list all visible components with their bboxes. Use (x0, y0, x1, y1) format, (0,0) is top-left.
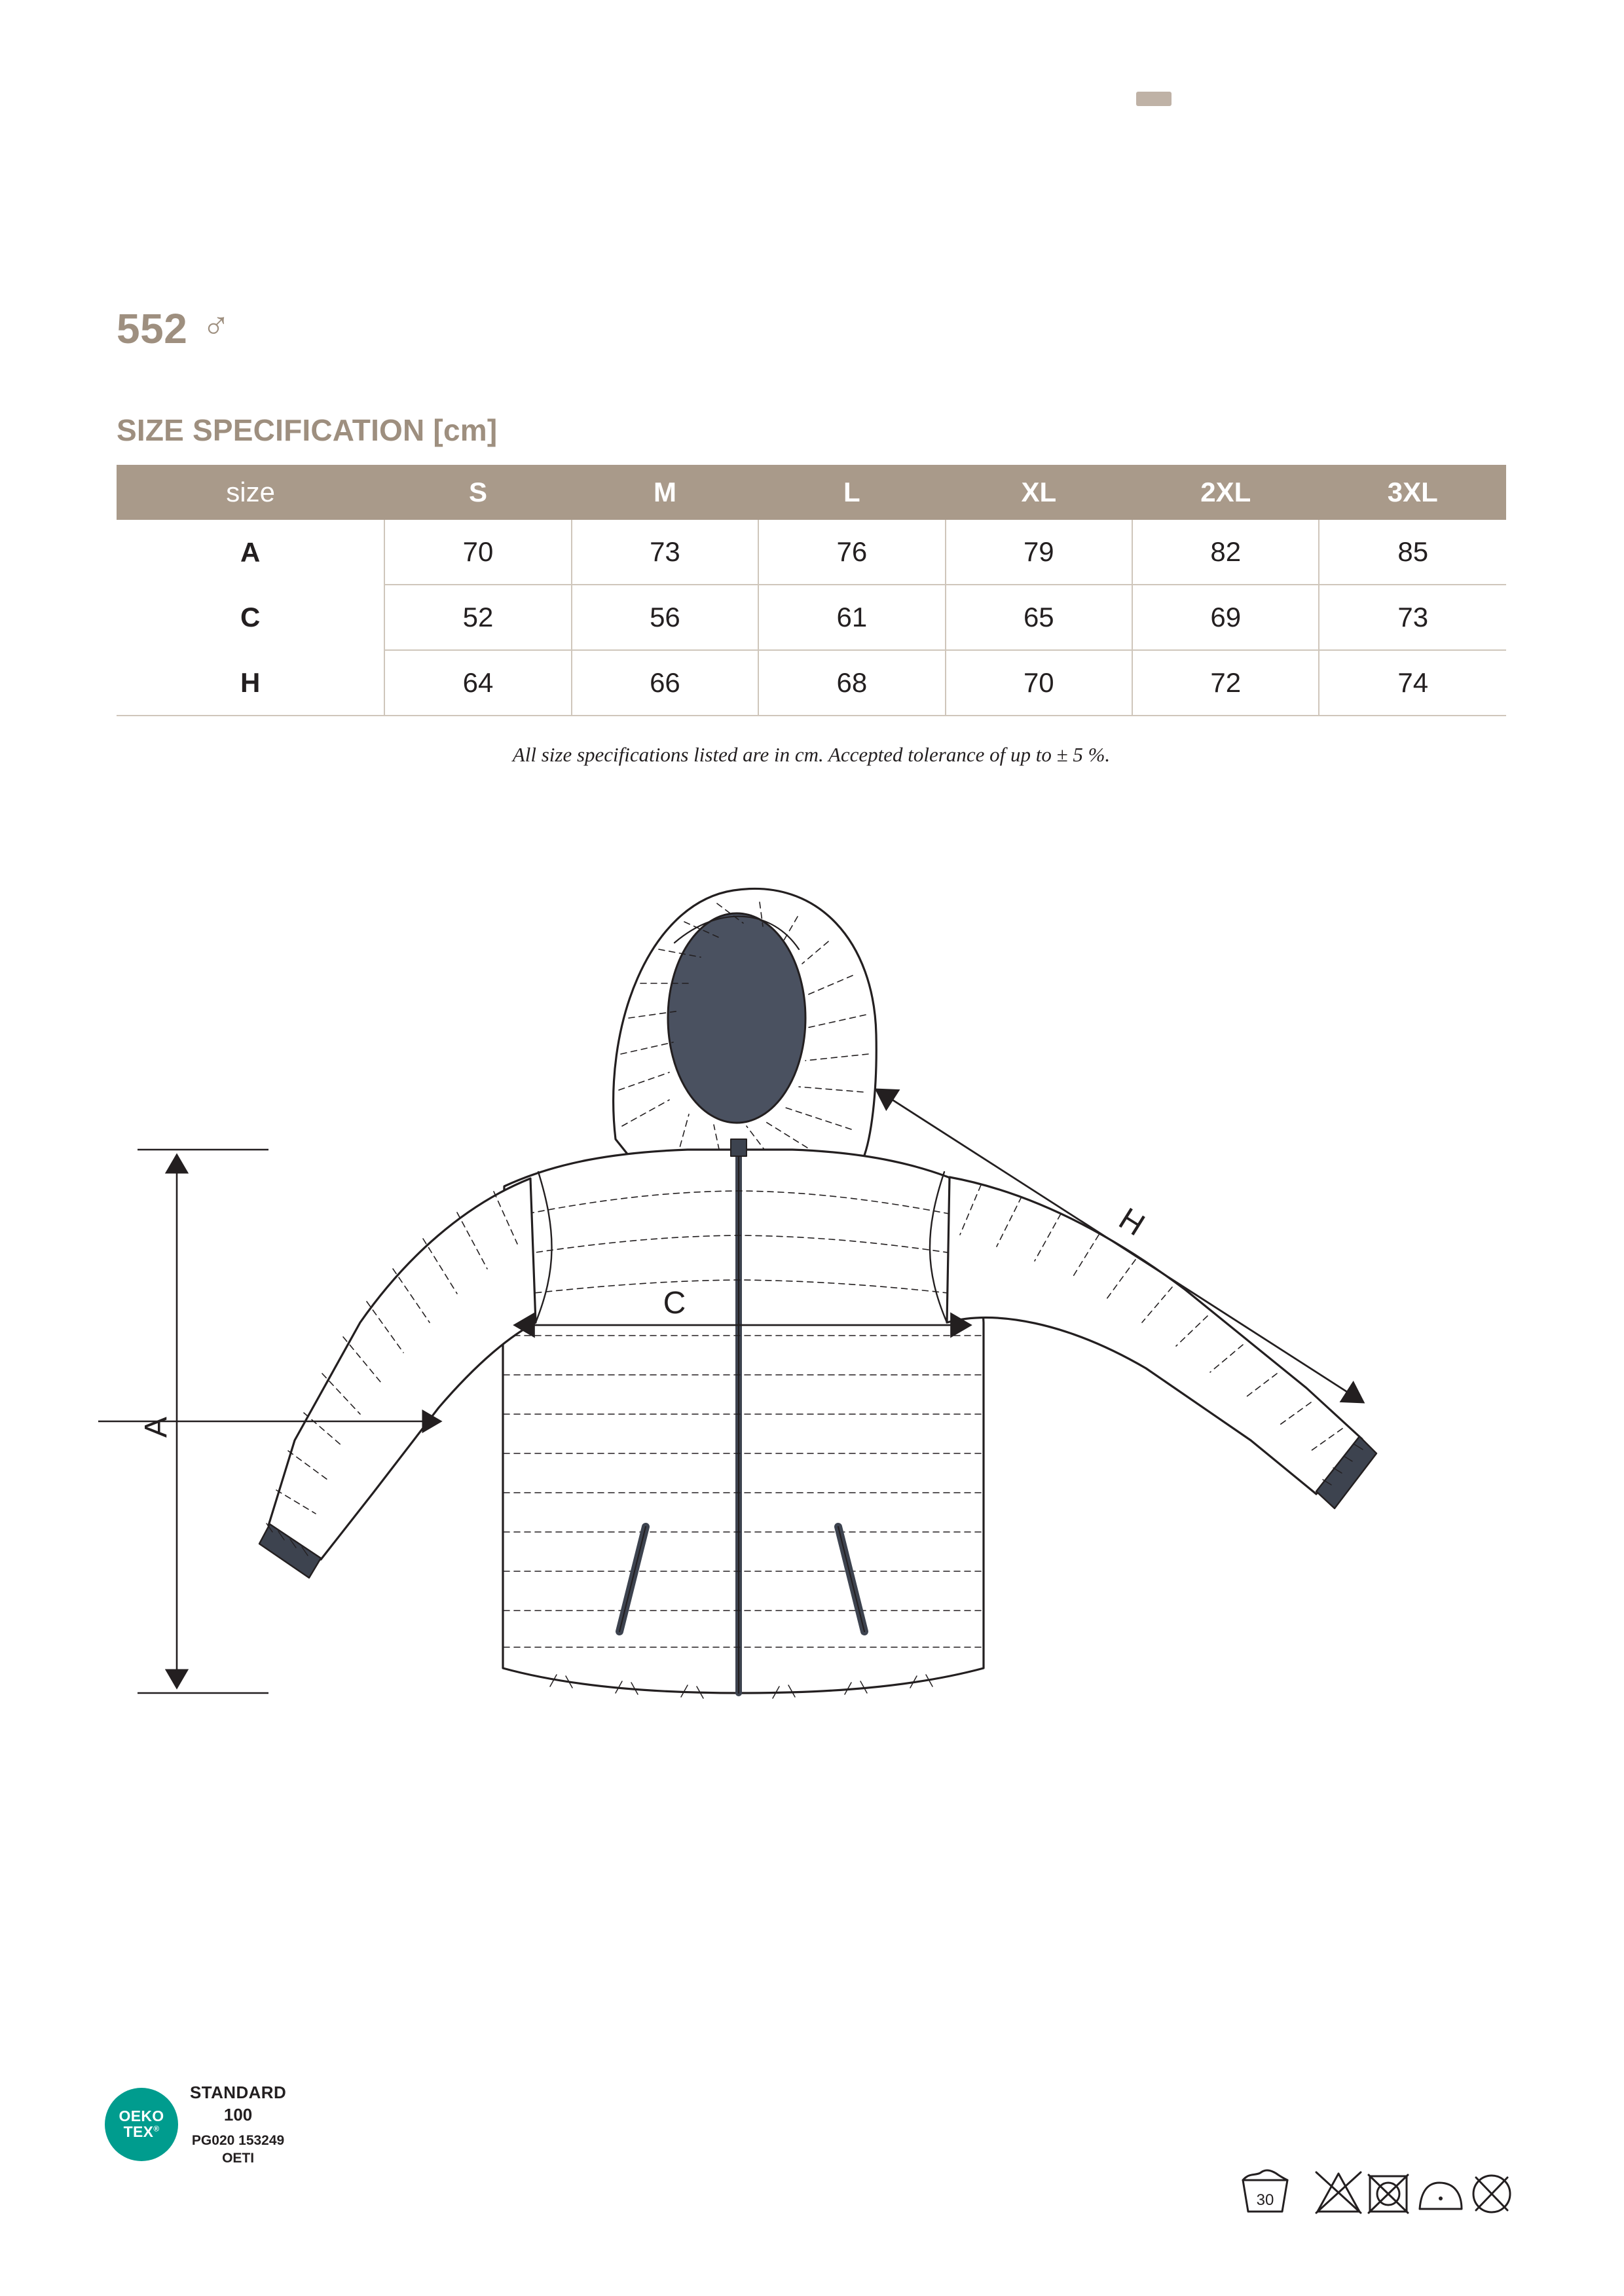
jacket-technical-drawing (98, 864, 1539, 1899)
cell-h-l: 68 (758, 650, 945, 716)
column-header-s: S (384, 465, 571, 520)
table-row (117, 585, 1506, 650)
size-specification-heading: SIZE SPECIFICATION [cm] (117, 413, 498, 447)
top-page-mark (1136, 92, 1172, 106)
column-header-3xl: 3XL (1319, 465, 1506, 520)
size-specification-table (117, 465, 1506, 716)
oeko-tex-certificate (105, 2082, 286, 2167)
cell-h-xl: 70 (946, 650, 1132, 716)
do-not-tumble-dry-icon (1369, 2175, 1408, 2213)
oeko-standard-number: 100 (223, 2104, 253, 2124)
oeko-institute: OETI (222, 2150, 255, 2166)
male-symbol-icon: ♂ (202, 304, 231, 347)
row-label-c: C (240, 602, 261, 632)
column-header-xl: XL (946, 465, 1132, 520)
do-not-bleach-icon (1316, 2172, 1361, 2213)
table-row (117, 650, 1506, 716)
table-header-row (117, 465, 1506, 520)
cell-a-xl: 79 (946, 520, 1132, 585)
oeko-tex-details (190, 2082, 286, 2167)
cell-a-s: 70 (384, 520, 571, 585)
product-code: 552 (117, 305, 188, 352)
tolerance-note: All size specifications listed are in cm. Accepted tolerance of up to ± 5 %. (512, 743, 1111, 766)
row-label-a: A (240, 536, 261, 568)
oeko-logo-line2: TEX (123, 2123, 154, 2141)
cell-c-l: 61 (758, 585, 945, 650)
cell-a-2xl: 82 (1132, 520, 1319, 585)
wash-temperature: 30 (1256, 2191, 1274, 2209)
care-symbols (1239, 2160, 1514, 2223)
measure-label-c: C (663, 1286, 686, 1321)
cell-c-xl: 65 (946, 585, 1132, 650)
cell-a-3xl: 85 (1319, 520, 1506, 585)
oeko-certificate-code: PG020 153249 (191, 2132, 285, 2148)
cell-h-3xl: 74 (1319, 650, 1506, 716)
cell-h-2xl: 72 (1132, 650, 1319, 716)
column-header-size: size (117, 465, 384, 520)
oeko-logo-line1: OEKO (119, 2107, 164, 2125)
registered-mark: ® (153, 2124, 160, 2134)
column-header-m: M (572, 465, 758, 520)
table-row (117, 520, 1506, 585)
cell-h-m: 66 (572, 650, 758, 716)
oeko-tex-logo-icon (105, 2088, 178, 2161)
page-title (117, 304, 231, 353)
cell-a-m: 73 (572, 520, 758, 585)
column-header-2xl: 2XL (1132, 465, 1319, 520)
cell-h-s: 64 (384, 650, 571, 716)
cell-c-2xl: 69 (1132, 585, 1319, 650)
row-label-h: H (117, 650, 384, 716)
column-header-l: L (758, 465, 945, 520)
do-not-dry-clean-icon (1473, 2176, 1510, 2212)
iron-low-icon (1420, 2183, 1462, 2209)
oeko-standard-label: STANDARD (190, 2083, 287, 2102)
measure-label-h: H (1113, 1201, 1151, 1243)
cell-a-l: 76 (758, 520, 945, 585)
measure-label-a: A (139, 1416, 174, 1438)
wash-30-icon (1243, 2170, 1287, 2212)
cell-c-3xl: 73 (1319, 585, 1506, 650)
cell-c-m: 56 (572, 585, 758, 650)
cell-c-s: 52 (384, 585, 571, 650)
